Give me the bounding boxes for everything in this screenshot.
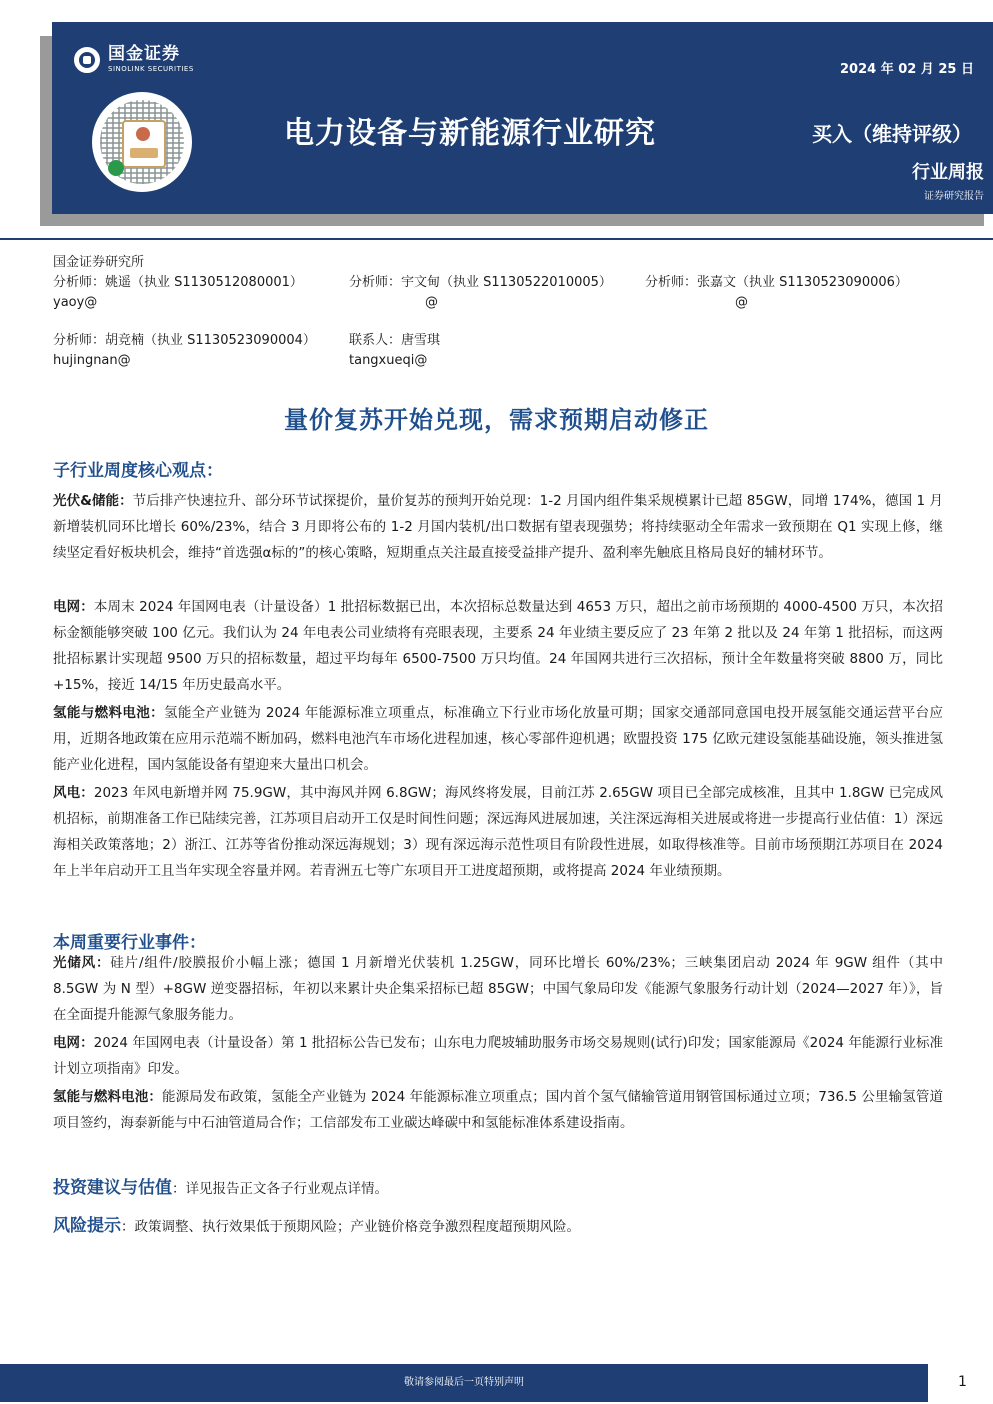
footer-disclaimer: 敬请参阅最后一页特别声明 [0, 1364, 928, 1402]
event-text: 硅片/组件/胶膜报价小幅上涨；德国 1 月新增光伏装机 1.25GW，同环比增长 60%/23%；三峡集团启动 2024 年 9GW 组件（其中 8.5GW 为 N 型）+8GW 逆变器招标，年初以来累计央企集采招标已超 85GW；中国气象局印发《能源气象服务行动计划（2024—2027 年）》，旨在全面提升能源气象服务能力。 [53, 955, 943, 1023]
report-type: 行业周报 [912, 162, 984, 183]
event-text: 能源局发布政策，氢能全产业链为 2024 年能源标准立项重点；国内首个氢气储输管道用钢管国标通过立项；736.5 公里输氢管道项目签约，海泰新能与中石油管道局合作；工信部发布工业碳达峰碳中和氢能标准体系建设指南。 [53, 1089, 943, 1131]
core-view-text: 2023 年风电新增并网 75.9GW，其中海风并网 6.8GW；海风终将发展，目前江苏 2.65GW 项目已全部完成核准，且其中 1.8GW 已完成风机招标，前期准备工作已陆续完善，江苏项目启动开工仅是时间性问题；深远海风进展加速，关注深远海相关进展或将进一步提高行业估值：1）深远海相关政策落地；2）浙江、江苏等省份推动深远海规划；3）现有深远海示范性项目有阶段性进展，如取得核准等。目前市场预期江苏项目在 2024 年上半年启动开工且当年实现全容量并网。若青洲五七等广东项目开工进度超预期，或将提高 2024 年业绩预期。 [53, 785, 943, 879]
core-view-label: 风电： [53, 785, 94, 801]
core-view-wind [53, 780, 943, 884]
investment-heading: 投资建议与估值 [53, 1178, 172, 1198]
analyst-email: hujingnan@ [53, 353, 131, 368]
document-headline: 量价复苏开始兑现，需求预期启动修正 [284, 406, 709, 434]
investment-text: ：详见报告正文各子行业观点详情。 [172, 1181, 388, 1197]
report-title: 电力设备与新能源行业研究 [284, 116, 656, 151]
event-hydrogen [53, 1084, 943, 1136]
core-view-grid [53, 594, 943, 698]
risk-text: ：政策调整、执行效果低于预期风险；产业链价格竞争激烈程度超预期风险。 [121, 1219, 580, 1235]
event-label: 氢能与燃料电池： [53, 1089, 163, 1105]
event-label: 电网： [53, 1035, 94, 1051]
risk-warning [53, 1213, 943, 1240]
institute-name: 国金证券研究所 [53, 255, 145, 270]
event-label: 光储风： [53, 955, 111, 971]
analyst-email: @ [425, 295, 438, 310]
analyst-name: 分析师：张嘉文（执业 S1130523090006） [645, 275, 908, 290]
risk-heading: 风险提示 [53, 1216, 121, 1236]
core-view-pv [53, 488, 943, 566]
core-view-hydrogen [53, 700, 943, 778]
company-logo [74, 46, 194, 73]
investment-advice [53, 1175, 943, 1202]
header-divider [0, 238, 993, 240]
core-view-text: 节后排产快速拉升、部分环节试探提价，量价复苏的预判开始兑现：1-2 月国内组件集采规模累计已超 85GW，同增 174%，德国 1 月新增装机同环比增长 60%/23%，结合 3 月即将公布的 1-2 月国内装机/出口数据有望表现强势；将持续驱动全年需求一致预期在 Q1 实现上修，继续坚定看好板块机会，维持“首选强α标的”的核心策略，短期重点关注最直接受益排产提升、盈利率先触底且格局良好的辅材环节。 [53, 493, 943, 561]
analyst-name: 分析师：姚遥（执业 S1130512080001） [53, 275, 303, 290]
events-heading: 本周重要行业事件： [53, 933, 206, 953]
analyst-email: @ [735, 295, 748, 310]
analyst-email: yaoy@ [53, 295, 98, 310]
core-view-label: 氢能与燃料电池： [53, 705, 165, 721]
logo-mark-icon [74, 47, 100, 73]
analyst-block [53, 253, 953, 371]
core-view-text: 氢能全产业链为 2024 年能源标准立项重点，标准确立下行业市场化放量可期；国家交通部同意国电投开展氢能交通运营平台应用，近期各地政策在应用示范端不断加码，燃料电池汽车市场化进程加速，核心零部件迎机遇；欧盟投资 175 亿欧元建设氢能基础设施，领头推进氢能产业化进程，国内氢能设备有望迎来大量出口机会。 [53, 705, 944, 773]
event-grid [53, 1030, 943, 1082]
page-number: 1 [958, 1374, 967, 1390]
core-view-label: 电网： [53, 599, 94, 615]
core-view-text: 本周末 2024 年国网电表（计量设备）1 批招标数据已出，本次招标总数量达到 4653 万只，超出之前市场预期的 4000-4500 万只，本次招标金额能够突破 100 亿元。我们认为 24 年电表公司业绩将有亮眼表现，主要系 24 年业绩主要反应了 23 年第 2 批以及 24 年第 1 批招标，而这两批招标累计实现超 9500 万只的招标数量，超过平均每年 6500-7500 万只均值。24 年国网共进行三次招标，预计全年数量将突破 8800 万，同比+15%，接近 14/15 年历史最高水平。 [53, 599, 943, 693]
report-subtitle: 证券研究报告 [924, 191, 984, 202]
report-header [52, 22, 993, 214]
analyst-name: 分析师：胡竞楠（执业 S1130523090004） [53, 333, 316, 348]
contact-email: tangxueqi@ [349, 353, 428, 368]
report-date: 2024 年 02 月 25 日 [840, 62, 974, 77]
rating-badge: 买入（维持评级） [812, 122, 972, 146]
core-views-heading: 子行业周度核心观点： [53, 461, 223, 481]
contact-name: 联系人：唐雪琪 [349, 333, 441, 348]
event-text: 2024 年国网电表（计量设备）第 1 批招标公告已发布；山东电力爬坡辅助服务市场交易规则(试行)印发；国家能源局《2024 年能源行业标准计划立项指南》印发。 [53, 1035, 944, 1077]
logo-en-text: SINOLINK SECURITIES [108, 65, 194, 73]
analyst-name: 分析师：宇文甸（执业 S1130522010005） [349, 275, 612, 290]
logo-cn-text: 国金证券 [108, 44, 180, 64]
core-view-label: 光伏&储能： [53, 493, 133, 509]
event-pv-storage-wind [53, 950, 943, 1028]
qr-code-icon [92, 92, 192, 192]
